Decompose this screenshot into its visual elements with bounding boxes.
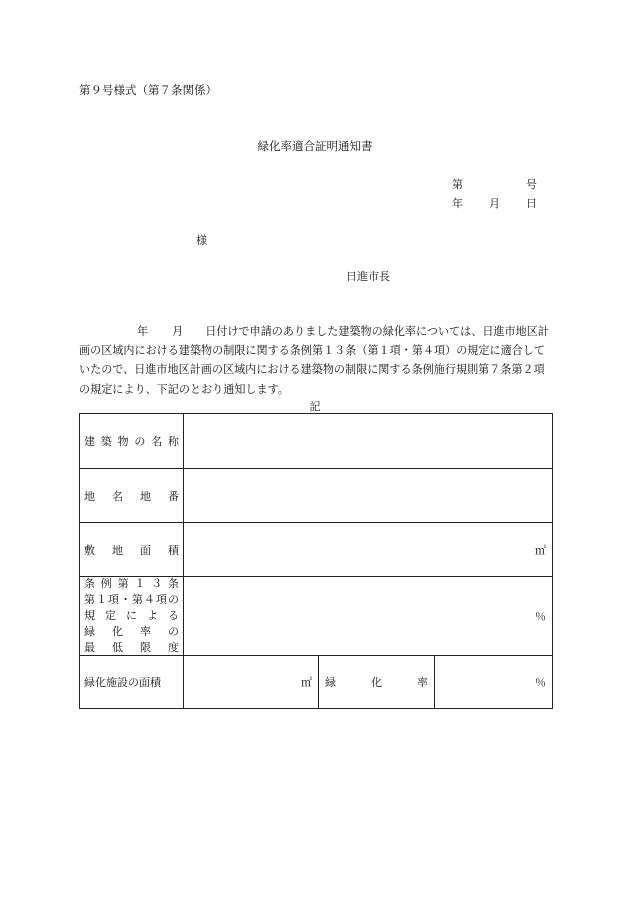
label-char: 規 [84,609,95,622]
label-char: 緑 [84,625,95,638]
label-char: 最 [84,641,95,654]
label-line [84,593,179,607]
label-char: 地 [84,489,95,503]
label-char: 条 [84,577,95,590]
label-chars [84,488,179,504]
label-char: 敷 [84,543,95,557]
label-line [84,609,179,623]
notice-date-line [452,195,537,211]
minimum-greening-rate-field[interactable] [184,577,553,656]
label-char: る [168,609,179,622]
document-title: 緑化率適合証明通知書 [257,139,373,153]
date-day: 日 [526,197,537,210]
date-month: 月 [489,197,500,210]
label-char: 名 [112,489,123,503]
label-char: ・ [120,593,131,606]
body-text: 日付けで申請のありました建築物の緑化率については、日進市地区計画の区域内における建築物の制限に関する条例第１３条（第１項・第４項）の規定に適合していたので、日進市地区計画の区域内における建築物の制限に関する条例施行規則第７条第２項の規定により、下記のとおり通知します。 [79,325,549,396]
label-char: 称 [167,435,179,448]
label-char: 項 [156,593,167,606]
label-char: 項 [108,593,119,606]
label-char: の [168,625,179,638]
row-site-area [80,523,553,577]
ki-heading: 記 [309,400,321,413]
facility-area-unit: ㎡ [301,676,312,689]
label-char: 名 [151,435,163,448]
label-greening-rate [319,656,435,709]
label-char: １ [96,593,107,606]
row-minimum-greening-rate [80,577,553,656]
body-year: 年 [137,325,149,338]
addressee-line: 様 [196,234,207,247]
label-char: 化 [371,676,382,689]
label-char: 定 [105,609,116,622]
label-char: 地 [112,543,123,557]
building-name-field[interactable] [184,414,553,469]
date-year: 年 [452,197,463,210]
row-greening-facility [80,656,553,709]
label-char: １ [134,577,146,590]
label-char: の [168,593,179,606]
label-char: 第 [117,577,129,590]
label-building-name [80,414,184,469]
label-char: 率 [140,625,151,638]
row-building-name [80,414,553,469]
label-char: 度 [168,641,179,654]
number-suffix: 号 [526,178,537,191]
label-char: 緑 [325,676,336,689]
label-char: 限 [140,641,151,654]
label-char: 例 [100,577,112,590]
label-chars [84,433,179,449]
notice-body [79,322,551,399]
number-prefix: 第 [452,178,463,191]
label-chars [84,542,179,558]
label-line [84,641,179,655]
label-chars [325,674,428,690]
label-char: 面 [140,543,151,557]
label-char: の [134,435,146,448]
site-area-unit: ㎡ [535,543,547,557]
label-lot-number [80,469,184,523]
lot-number-field[interactable] [184,469,553,523]
label-char: 築 [100,435,112,448]
label-char: よ [147,609,158,622]
label-site-area [80,523,184,577]
greening-rate-field[interactable] [435,656,553,709]
label-char: 化 [112,625,123,638]
body-month: 月 [172,325,184,338]
notice-number-line [452,176,537,192]
form-number-label: 第９号様式（第７条関係） [79,83,217,97]
label-char: に [126,609,137,622]
label-char: 第 [84,593,95,606]
greening-rate-unit: ％ [535,676,547,689]
label-char: 物 [117,435,129,448]
label-char: 地 [140,489,151,503]
form-table [79,413,553,709]
greening-facility-label: 緑化施設の面積 [84,676,161,689]
label-line [84,625,179,639]
label-char: 建 [84,435,95,448]
label-char: 番 [168,489,179,503]
label-char: 低 [112,641,123,654]
issuer-name: 日進市長 [346,270,390,283]
label-char: 率 [417,676,428,689]
label-char: 条 [167,577,179,590]
label-char: 積 [168,543,179,557]
label-char: ３ [151,577,163,590]
site-area-field[interactable] [184,523,553,577]
greening-facility-area-field[interactable] [184,656,319,709]
label-lines [84,577,179,655]
label-line [84,577,179,591]
label-minimum-greening-rate [80,577,184,656]
minimum-rate-unit: ％ [535,610,547,623]
label-char: ４ [144,593,155,606]
row-lot-number [80,469,553,523]
label-greening-facility-area [80,656,184,709]
label-char: 第 [132,593,143,606]
